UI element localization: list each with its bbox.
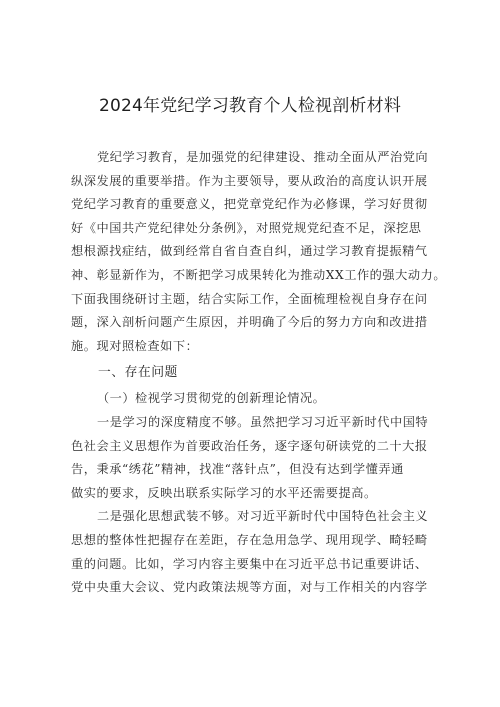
ideological-armament-paragraph (71, 505, 435, 599)
paragraph-line: 党中央重大会议、党内政策法规等方面，对与工作相关的内容学 (71, 580, 428, 595)
paragraph-line: 党纪学习教育，是加强党的纪律建设、推动全面从严治党向 (97, 150, 429, 164)
paragraph-line: 重的问题。比如，学习内容主要集中在习近平总书记重要讲话、 (71, 556, 428, 571)
paragraph-line: 色社会主义思想作为首要政治任务，逐字逐句研读党的二十大报 (71, 438, 428, 453)
document-title: 2024年党纪学习教育个人检视剖析材料 (98, 96, 402, 116)
paragraph-line: 做实的要求，反映出联系实际学习的水平还需要提高。 (71, 485, 377, 500)
paragraph-line: 告，秉承“绣花”精神，找准“落针点”，但没有达到学懂弄通 (71, 462, 404, 477)
paragraph-line: 神、彰显新作为，不断把学习成果转化为推动XX工作的强大动力。 (71, 267, 447, 282)
intro-paragraph (71, 146, 447, 358)
paragraph-line: 一是学习的深度精度不够。虽然把学习习近平新时代中国特 (97, 414, 429, 429)
paragraph-line: 二是强化思想武装不够。对习近平新时代中国特色社会主义 (97, 509, 429, 524)
paragraph-line: 下面我围绕研讨主题，结合实际工作，全面梳理检视自身存在问 (71, 291, 428, 306)
paragraph-line: 想根源找症结，做到经常自省自查自纠，通过学习教育提振精气 (71, 244, 428, 259)
learning-depth-paragraph (71, 411, 435, 505)
section-heading: 一、存在问题 (98, 365, 178, 381)
paragraph-line: 好《中国共产党纪律处分条例》，对照党规党纪查不足，深挖思 (71, 220, 422, 235)
paragraph-line: 施。现对照检查如下： (71, 338, 199, 353)
subsection-heading: （一）检视学习贯彻党的创新理论情况。 (97, 391, 326, 406)
paragraph-line: 纵深发展的重要举措。作为主要领导，要从政治的高度认识开展 (71, 173, 428, 188)
document-body (71, 146, 447, 600)
paragraph-line: 党纪学习教育的重要意义，把党章党纪作为必修课，学习好贯彻 (71, 197, 428, 212)
paragraph-line: 题，深入剖析问题产生原因，并明确了今后的努力方向和改进措 (71, 315, 428, 330)
paragraph-line: 思想的整体性把握存在差距，存在急用急学、现用现学、畸轻畸 (71, 532, 428, 547)
